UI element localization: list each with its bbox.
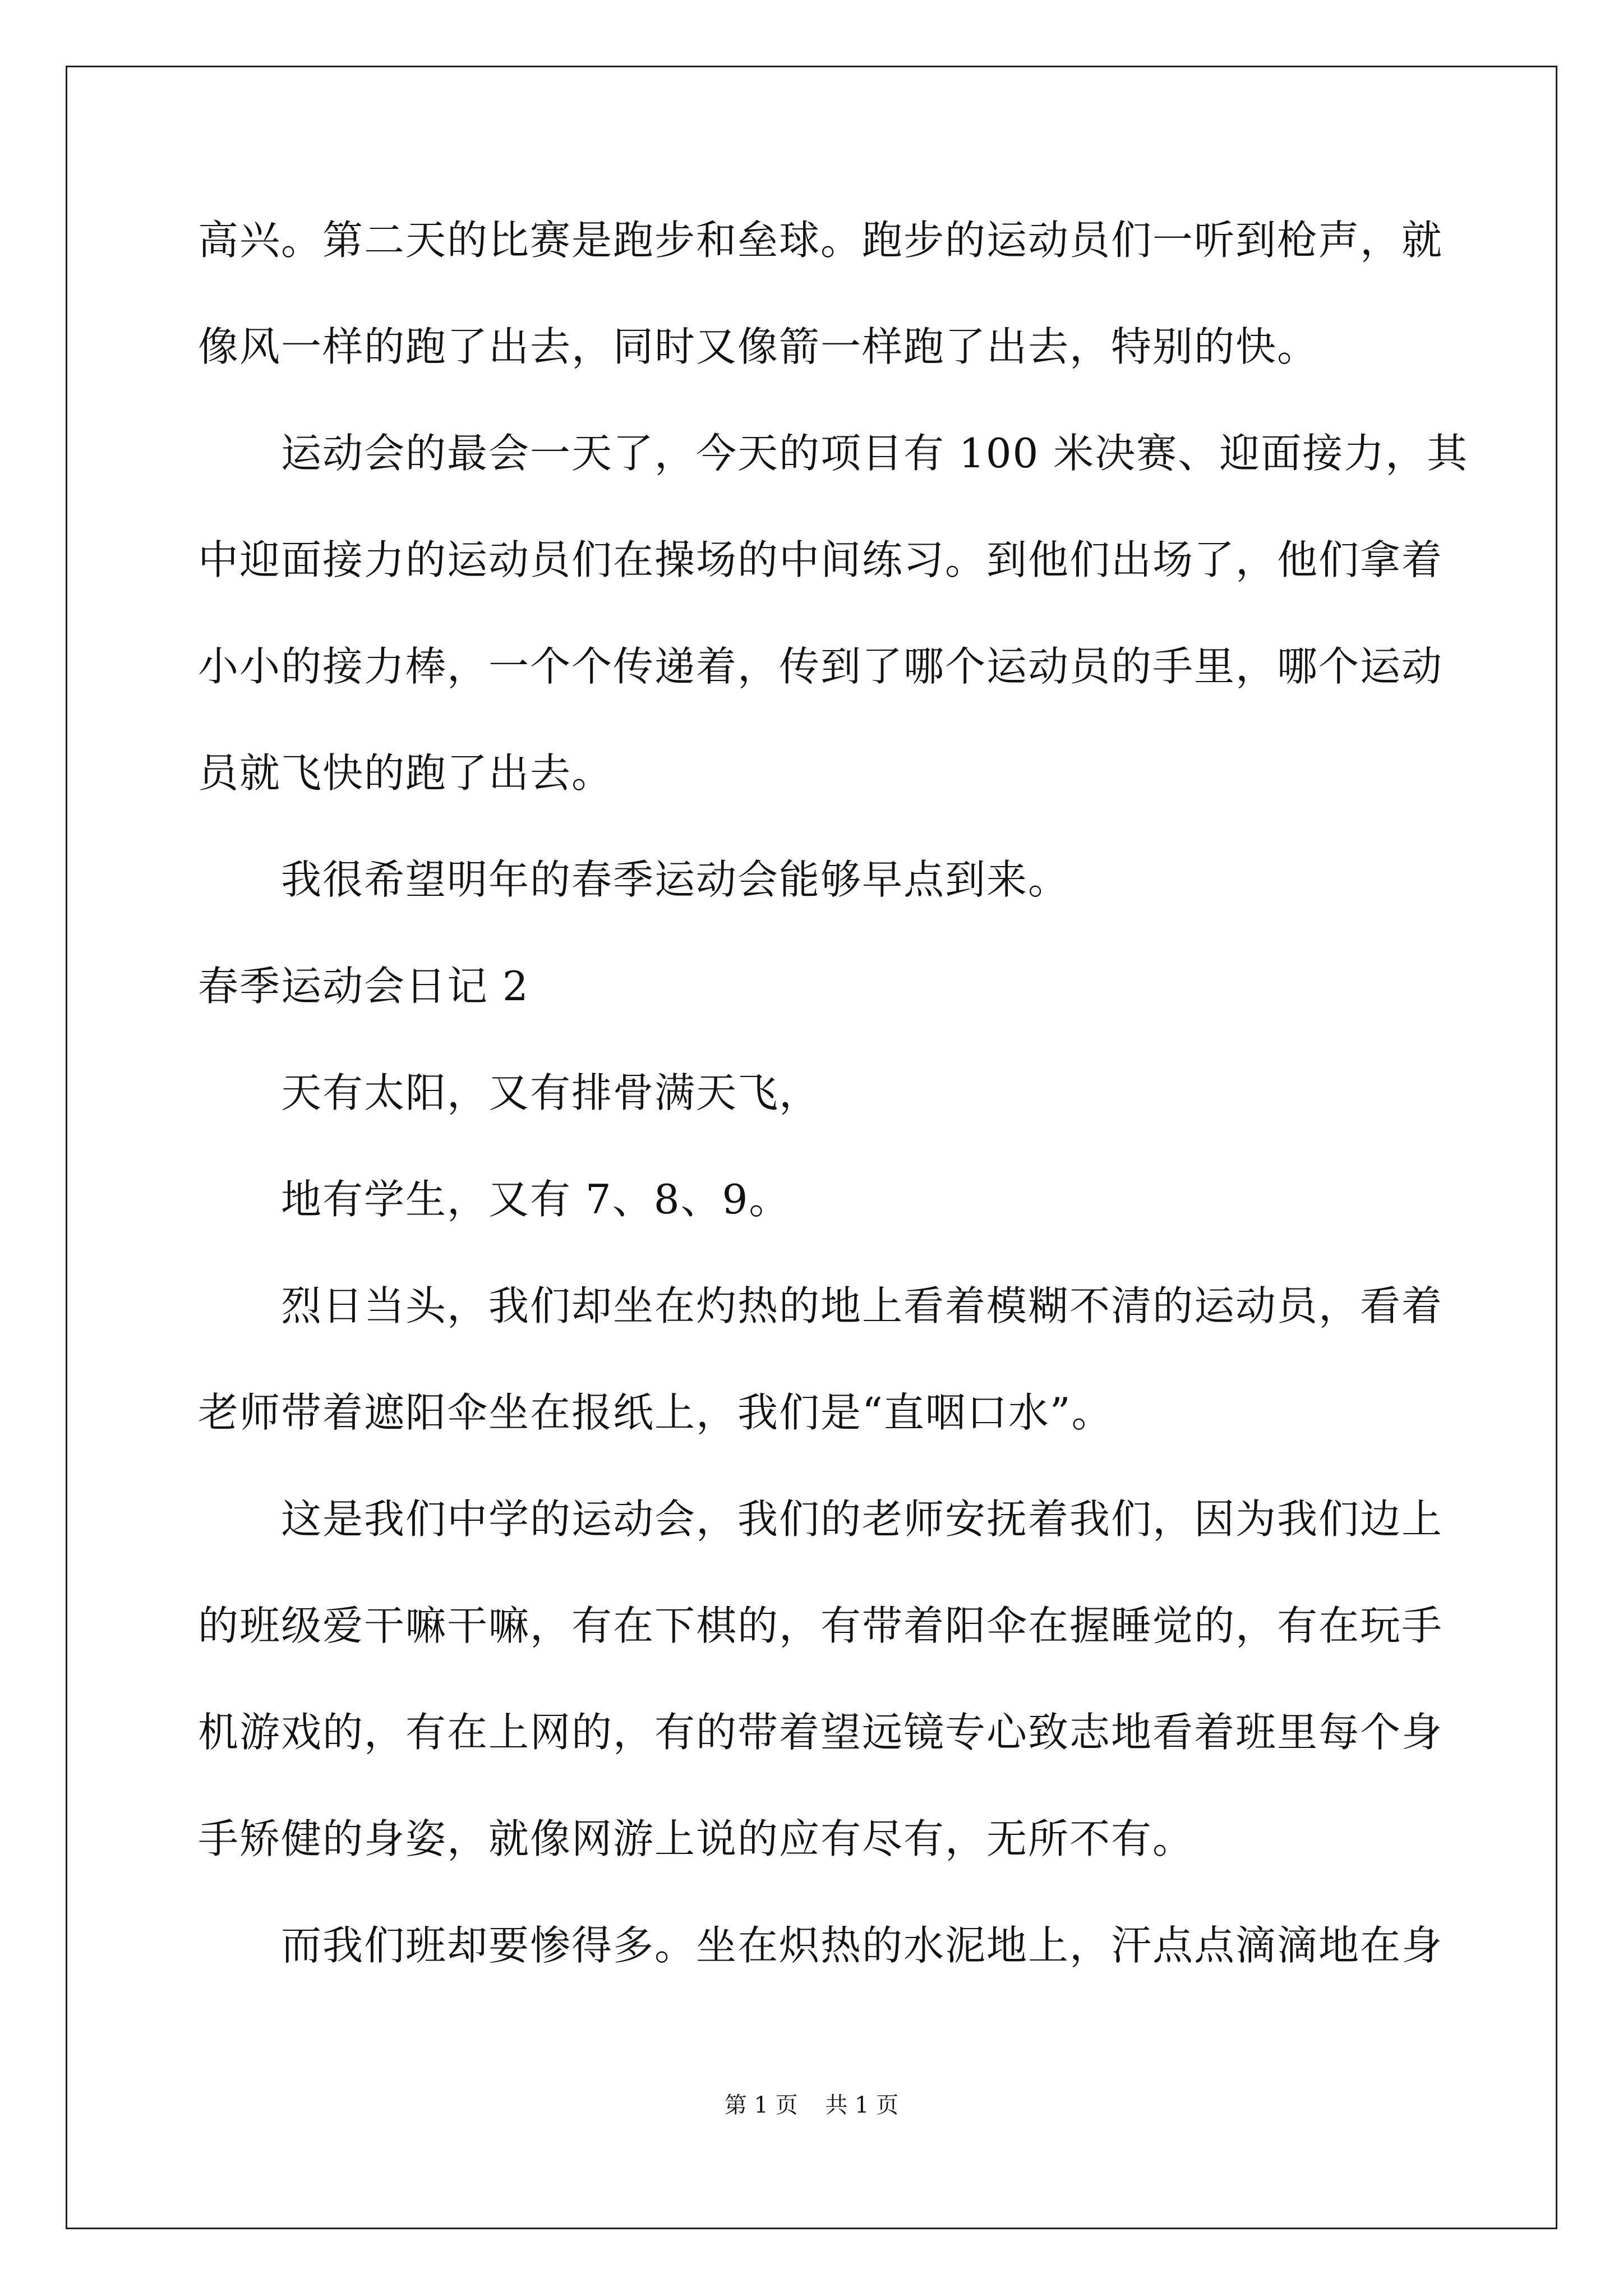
text-line: 小小的接力棒，一个个传递着，传到了哪个运动员的手里，哪个运动 (198, 643, 1444, 690)
paragraph-line: 这是我们中学的运动会，我们的老师安抚着我们，因为我们边上 (281, 1496, 1444, 1543)
paragraph-line: 而我们班却要惨得多。坐在炽热的水泥地上，汗点点滴滴地在身 (281, 1922, 1444, 1969)
text-line: 机游戏的，有在上网的，有的带着望远镜专心致志地看着班里每个身 (198, 1709, 1444, 1756)
paragraph-line: 运动会的最会一天了，今天的项目有 100 米决赛、迎面接力，其 (281, 430, 1469, 477)
page-border (66, 66, 1557, 2229)
text-line: 像风一样的跑了出去，同时又像箭一样跑了出去，特别的快。 (198, 323, 1319, 370)
page-number: 第 1 页 (724, 2092, 798, 2118)
paragraph-line: 天有太阳，又有排骨满天飞， (281, 1069, 821, 1116)
text-line: 员就飞快的跑了出去。 (198, 749, 614, 797)
paragraph-line: 地有学生，又有 7、8、9。 (281, 1176, 791, 1223)
text-line: 手矫健的身姿，就像网游上说的应有尽有，无所不有。 (198, 1815, 1195, 1862)
section-heading: 春季运动会日记 2 (198, 963, 529, 1010)
text-line: 老师带着遮阳伞坐在报纸上，我们是“直咽口水”。 (198, 1389, 1113, 1436)
text-line: 高兴。第二天的比赛是跑步和垒球。跑步的运动员们一听到枪声，就 (198, 217, 1444, 264)
text-line: 中迎面接力的运动员们在操场的中间练习。到他们出场了，他们拿着 (198, 536, 1444, 583)
text-line: 的班级爱干嘛干嘛，有在下棋的，有带着阳伞在握睡觉的，有在玩手 (198, 1602, 1444, 1649)
paragraph-line: 我很希望明年的春季运动会能够早点到来。 (281, 856, 1070, 903)
page-footer (0, 2090, 1623, 2121)
page-total: 共 1 页 (825, 2092, 899, 2118)
paragraph-line: 烈日当头，我们却坐在灼热的地上看着模糊不清的运动员，看着 (281, 1282, 1444, 1329)
